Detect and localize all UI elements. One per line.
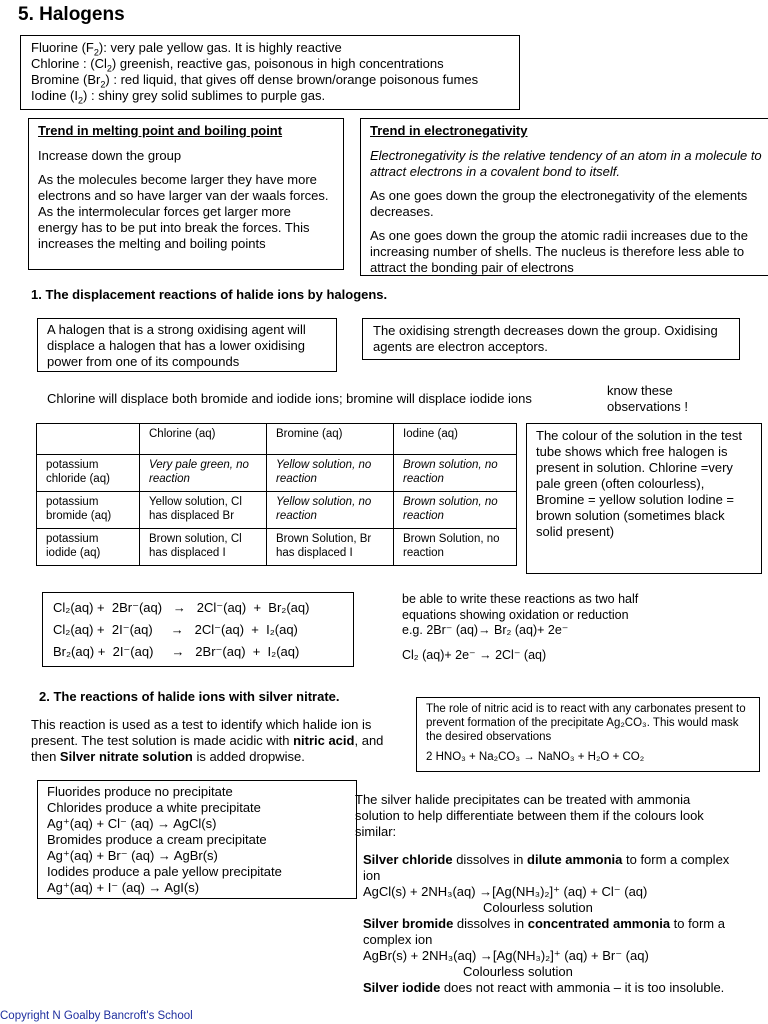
silver-nitrate-test-text: This reaction is used as a test to identify which halide ion is present. The test solution is made acidic with nitric acid, and then Silver nitrate solution is added dropwise. [31,717,384,764]
precipitate-line: Iodides produce a pale yellow precipitate [47,864,282,879]
electroneg-heading: Trend in electronegativity [370,123,528,138]
oxidising-agent-text: A halogen that is a strong oxidising agent will displace a halogen that has a lower oxidising power from one of its compounds [47,322,306,369]
silver-chloride-solution: Colourless solution [483,900,593,915]
equation-line: Br₂(aq) + 2I⁻(aq) → 2Br⁻(aq) + I₂(aq) [53,644,300,659]
equation-line: Cl₂(aq) + 2Br⁻(aq) → 2Cl⁻(aq) + Br₂(aq) [53,600,310,615]
page-title: 5. Halogens [18,4,125,25]
precipitate-line: Chlorides produce a white precipitate [47,800,261,815]
electroneg-p2: As one goes down the group the electronegativity of the elements decreases. [370,188,748,219]
displacement-table [36,423,517,566]
intro-line-chlorine: Chlorine : $(Cl_2)$ greenish, reactive gas, poisonous in high concentrations [31,56,444,74]
copyright-footer: Copyright N Goalby Bancroft's School [0,1010,193,1022]
precipitate-line: Ag⁺(aq) + Cl⁻ (aq) → AgCl(s) [47,816,217,831]
melting-p1: Increase down the group [38,148,182,163]
table-cell: Brown solution, Cl has displaced I [140,529,267,566]
table-header-row [37,424,517,455]
table-header-cell: Chlorine (aq) [140,424,267,455]
half-equation-note [402,592,692,663]
colour-note-text: The colour of the solution in the test tube shows which free halogen is present in solution. Chlorine =very pale green (often colourless), Bromine = yellow solution Iodine = brown solution (sometimes black solid present) [536,428,742,539]
silver-bromide-text: Silver bromide dissolves in concentrated ammonia to form a complex ion [363,916,725,947]
silver-iodide-text: Silver iodide does not react with ammonia – it is too insoluble. [363,980,725,995]
melting-p2: As the molecules become larger they have more electrons and so have larger van der waals forces. As the intermolecular forces get larger more energy has to be put into break the forces. This increases the melting and boiling points [38,172,329,251]
intro-line-bromine: Bromine $(Br_2)$ : red liquid, that gives off dense brown/orange poisonous fumes [31,72,479,90]
precipitates-box [37,780,357,899]
table-cell: Yellow solution, Cl has displaced Br [140,492,267,529]
half-equation-text: be able to write these reactions as two half equations showing oxidation or reduction [402,592,639,622]
electroneg-definition: Electronegativity is the relative tendency of an atom in a molecule to attract electrons in a covalent bond to itself. [370,148,762,179]
equation-line: Cl₂(aq) + 2I⁻(aq) → 2Cl⁻(aq) + I₂(aq) [53,622,298,637]
half-equation-example-2: Cl₂ (aq)+ 2e⁻ → 2Cl⁻ (aq) [402,647,547,662]
precipitate-line: Bromides produce a cream precipitate [47,832,267,847]
silver-chloride-equation: AgCl(s) + 2NH₃(aq) →[Ag(NH₃)₂]⁺ (aq) + Cl⁻ (aq) [363,884,648,899]
ammonia-reactions [363,852,733,996]
melting-heading: Trend in melting point and boiling point [38,123,283,138]
table-cell: Brown Solution, no reaction [394,529,517,566]
precipitate-line: Fluorides produce no precipitate [47,784,233,799]
colour-note-box [526,423,762,574]
nitric-acid-equation: 2 HNO₃ + Na₂CO₃ → NaNO₃ + H₂O + CO₂ [426,751,645,763]
section1-heading: 1. The displacement reactions of halide ions by halogens. [31,287,388,302]
intro-line-fluorine: Fluorine $(F_2)$: very pale yellow gas. It is highly reactive [31,40,342,58]
table-cell: Brown solution, no reaction [394,492,517,529]
table-cell: Brown solution, no reaction [394,455,517,492]
know-observations-note: know these observations ! [607,383,688,414]
ammonia-intro: The silver halide precipitates can be treated with ammonia solution to help differentiate between them if the colours look similar: [355,792,704,839]
silver-chloride-text: Silver chloride dissolves in dilute ammonia to form a complex ion [363,852,730,883]
table-header-cell [37,424,140,455]
table-header-cell: Iodine (aq) [394,424,517,455]
intro-line-iodine: Iodine $(I_2)$ : shiny grey solid sublimes to purple gas. [31,88,326,106]
oxidising-agent-box [37,318,337,372]
nitric-acid-note-box [416,697,760,772]
table-row [37,455,517,492]
table-cell: potassium iodide (aq) [37,529,140,566]
oxidising-strength-text: The oxidising strength decreases down the group. Oxidising agents are electron acceptors. [373,323,718,354]
table-row [37,492,517,529]
silver-bromide-solution: Colourless solution [463,964,573,979]
half-equation-example: e.g. 2Br⁻ (aq)→ Br₂ (aq)+ 2e⁻ [402,623,569,638]
section2-heading: 2. The reactions of halide ions with silver nitrate. [39,689,340,704]
precipitate-line: Ag⁺(aq) + Br⁻ (aq) → AgBr(s) [47,848,218,863]
nitric-acid-note-text: The role of nitric acid is to react with any carbonates present to prevent formation of the precipitate Ag₂CO₃. This would mask the desired observations [426,703,746,743]
table-cell: Yellow solution, no reaction [267,455,394,492]
table-cell: Brown Solution, Br has displaced I [267,529,394,566]
halogen-properties-box [20,35,520,110]
table-cell: Yellow solution, no reaction [267,492,394,529]
melting-point-box [28,118,344,270]
electronegativity-box [360,118,768,276]
table-cell: potassium chloride (aq) [37,455,140,492]
oxidising-strength-box [362,318,740,360]
table-header-cell: Bromine (aq) [267,424,394,455]
electroneg-p3: As one goes down the group the atomic radii increases due to the increasing number of shells. The nucleus is therefore less able to attract the bonding pair of electrons [370,228,748,275]
precipitate-line: Ag⁺(aq) + I⁻ (aq) → AgI(s) [47,880,200,895]
displacement-equations-box [42,592,354,667]
silver-bromide-equation: AgBr(s) + 2NH₃(aq) →[Ag(NH₃)₂]⁺ (aq) + Br⁻ (aq) [363,948,649,963]
table-cell: potassium bromide (aq) [37,492,140,529]
displacement-statement: Chlorine will displace both bromide and iodide ions; bromine will displace iodide ions [47,391,532,406]
table-cell: Very pale green, no reaction [140,455,267,492]
table-row [37,529,517,566]
